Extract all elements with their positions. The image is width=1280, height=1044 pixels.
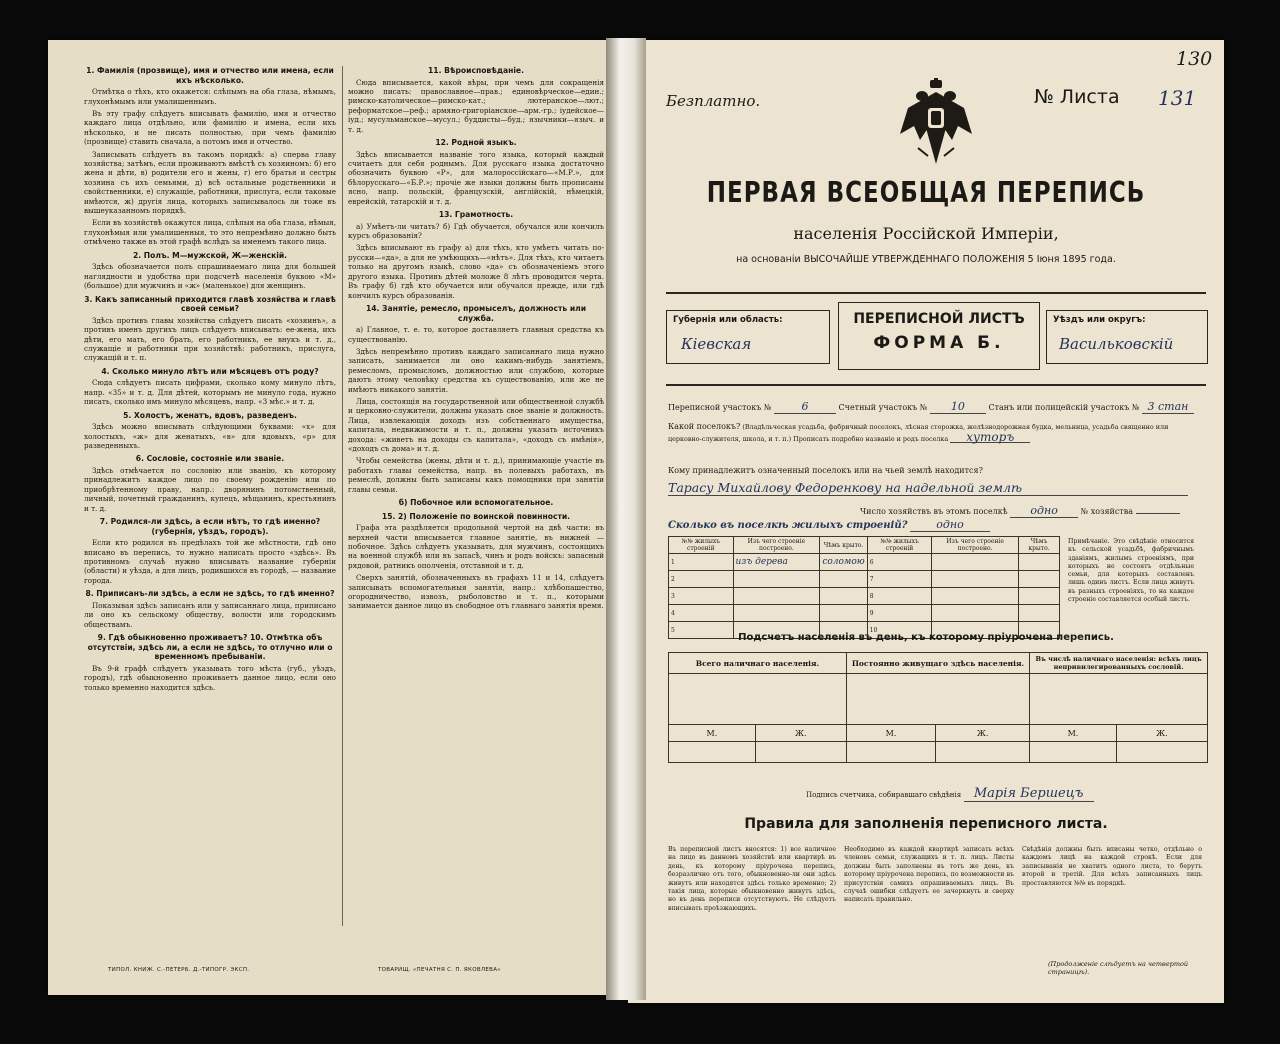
printer-imprint-right: ТОВАРИЩ. «ПЕЧАТНЯ С. П. ЯКОВЛЕВА» (378, 967, 501, 973)
gubernia-value: Кіевская (681, 335, 752, 353)
buildings-value: одно (910, 518, 990, 532)
settlement-type-label: Какой поселокъ? (668, 422, 741, 431)
buildings-table-cell: 1 (669, 554, 734, 571)
sheet-number-label: № Листа (1034, 86, 1120, 108)
population-count-title: Подсчетъ населенія въ день, къ которому пріурочена перепись. (738, 632, 1114, 643)
settlement-type-value: хуторъ (950, 432, 1030, 443)
buildings-table-cell (733, 571, 820, 588)
census-title: ПЕРВАЯ ВСЕОБЩАЯ ПЕРЕПИСЬ (706, 176, 1146, 210)
owner-question: Кому принадлежитъ означенный поселокъ или на чьей землѣ находится? (668, 466, 983, 475)
count-district-value: 10 (930, 400, 986, 414)
owner-value: Тарасу Михайлову Федоренкову на надельной землѣ (668, 480, 1188, 496)
uezd-value: Васильковскій (1059, 335, 1174, 353)
instruction-heading: 13. Грамотность. (438, 210, 514, 220)
buildings-table-cell: 4 (669, 605, 734, 622)
instruction-paragraph: Если въ хозяйствѣ окажутся лица, слѣпыя на оба глаза, нѣмыя, глухонѣмыя или умалишенныя, то это непремѣнно должно быть отмѣчено также въ этой графѣ вслѣдъ за именемъ такого лица. (84, 218, 336, 247)
count-district-label: Счетный участокъ № (838, 403, 928, 412)
instruction-paragraph: Здѣсь вписывают въ графу а) для тѣхъ, кто умѣетъ читать по-русски—«да», а для не умѣющихъ—«нѣтъ». Для тѣхъ, кто читаетъ только на другомъ языкѣ, слово «да» съ обозначеніемъ этого другого языка. Противъ дѣтей моложе 8 лѣтъ проводится черта. Въ графу б) гдѣ кто обучается или обучался прежде, или гдѣ кончилъ курсъ образованія. (348, 243, 604, 300)
buildings-table-header-cell: Изъ чего строеніе построено. (932, 537, 1019, 554)
continued-note: (Продолженіе слѣдуетъ на четвертой страницѣ). (1048, 960, 1189, 976)
buildings-line (668, 518, 990, 532)
sheet-number-value: 131 (1158, 86, 1197, 110)
buildings-table-cell (1019, 554, 1060, 571)
rules-column-2: Необходимо въ каждой квартирѣ записать всѣхъ членовъ семьи, служащихъ и т. п. лицъ. Листы должны быть заполнены въ тотъ же день, къ которому пріурочена перепись, по возможности въ присутствіи самихъ опрашиваемыхъ лицъ. Въ случаѣ ошибки слѣдуетъ ее зачеркнуть и сверху написать правильно. (844, 846, 1014, 904)
uezd-box (1046, 310, 1208, 364)
census-subtitle: населенія Россійской Имперіи, (793, 224, 1059, 243)
buildings-table-cell (932, 588, 1019, 605)
instruction-paragraph: Въ 9-й графѣ слѣдуетъ указывать того мѣста (губ., уѣздъ, городъ), гдѣ обыкновенно проживаетъ данное лицо, если оно только временно находится здѣсь. (84, 663, 336, 692)
instruction-paragraph: Здѣсь обозначается полъ спрашиваемаго лица для большей наглядности и удобства при подсчетѣ населенія буквою «М» (большое) для мужчинъ и «ж» (маленькое) для женщинъ. (84, 262, 336, 291)
archive-number: 130 (1176, 48, 1213, 70)
buildings-table-cell: соломою (820, 554, 867, 571)
count-total-header: Всего наличнаго населенія. (669, 653, 847, 674)
instructions-column-2 (348, 62, 604, 614)
rules-title: Правила для заполненія переписного листа. (744, 816, 1108, 832)
table-row (669, 554, 1060, 571)
buildings-table-header-cell: Изъ чего строеніе построено. (733, 537, 820, 554)
count-np-male-label: М. (1030, 725, 1117, 742)
buildings-table-cell (820, 588, 867, 605)
census-basis-line: на основаніи ВЫСОЧАЙШЕ УТВЕРЖДЕННАГО ПОЛОЖЕНІЯ 5 Іюня 1895 года. (736, 254, 1116, 265)
households-label: Число хозяйствъ въ этомъ поселкѣ (860, 507, 1008, 516)
buildings-table-cell (733, 588, 820, 605)
instruction-paragraph: Сюда вписывается, какой вѣры, при чемъ для сокращенія можно писать: православное—прав.; единовѣрческое—един.; римско-католическое—римско-кат.; лютеранское—лют.; реформатское—реф.; армяно-григоріанское—арм.-гр.; іудейское—іуд.; мусульманское—мусул.; буддисты—буд.; язычники—языч. и т. д. (348, 77, 604, 134)
uezd-label: Уѣздъ или округъ: (1053, 315, 1146, 325)
count-resident-header: Постоянно живущаго здѣсь населенія. (846, 653, 1029, 674)
instruction-heading: 15. 2) Положеніе по воинской повинности. (381, 511, 571, 521)
instruction-heading: 11. Вѣроисповѣданіе. (428, 66, 524, 75)
count-total-female-label: Ж. (755, 725, 846, 742)
header-boxes (666, 302, 1206, 378)
instruction-paragraph: Сверхъ занятій, обозначенныхъ въ графахъ 11 и 14, слѣдуетъ записывать вспомогательныя занятія, напр.: хлѣбопашество, огородничество, извозъ, рыболовство и т. п., которыми занимается данное лицо въ свободное отъ главнаго занятія время. (348, 573, 604, 611)
count-np-female-label: Ж. (1116, 725, 1207, 742)
table-row (669, 588, 1060, 605)
instruction-heading: 7. Родился-ли здѣсь, а если нѣтъ, то гдѣ именно? (губернія, уѣздъ, городъ). (99, 516, 321, 536)
instruction-paragraph: Отмѣтка о тѣхъ, кто окажется: слѣпымъ на оба глаза, нѣмымъ, глухонѣмымъ или умалишеннымъ. (84, 87, 336, 106)
instructions-column-1 (84, 62, 336, 695)
buildings-table-header-cell: №№ жилыхъ строеній (669, 537, 734, 554)
household-number-label: № хозяйства (1080, 507, 1134, 516)
buildings-table-cell (820, 605, 867, 622)
instruction-heading: 8. Приписанъ-ли здѣсь, а если не здѣсь, то гдѣ именно? (85, 589, 335, 599)
book-spine (606, 38, 646, 1000)
form-title: ПЕРЕПИСНОЙ ЛИСТЪ (853, 311, 1025, 327)
buildings-table-cell: 5 (669, 622, 734, 639)
count-resident-male-label: М. (846, 725, 935, 742)
instruction-paragraph: Здѣсь вписывается названіе того языка, который каждый считаетъ для себя роднымъ. Для русскаго языка достаточно обозначить буквою «Р», для малороссійскаго—«М.Р.», для бѣлорусскаго—«Б.Р.»; прочіе же языки должны быть прописаны ясно, напр. польскій, французскій, англійскій, нѣмецкій, еврейскій, татарскій и т. д. (348, 149, 604, 206)
rules-column-3: Свѣдѣнія должны быть вписаны четко, отдѣльно о каждомъ лицѣ на каждой строкѣ. Если для записыванія не хватитъ одного листа, то берутъ второй и третій. Для всѣхъ записанныхъ лицъ проставляются №№ въ порядкѣ. (1022, 846, 1202, 887)
buildings-table-cell: изъ дерева (733, 554, 820, 571)
instruction-heading: 5. Холостъ, женатъ, вдовъ, разведенъ. (123, 410, 297, 420)
instruction-heading: 1. Фамилія (прозвище), имя и отчество или имена, если ихъ нѣсколько. (86, 66, 334, 85)
instruction-paragraph: Записывать слѣдуетъ въ такомъ порядкѣ: а) сперва главу хозяйства; затѣмъ, если проживаютъ вмѣстѣ съ хозяиномъ: б) его жена и дѣти, в) родители его и жены, г) его братья и сестры хозяина съ ихъ семьями, д) всѣ остальные родственники и свойственники, е) служащіе, работники, прислуга, если таковые имѣются, ж) другія лица, которыхъ записывалось ли тоже въ вышеуказанномъ порядкѣ. (84, 149, 336, 216)
buildings-table-cell: 6 (867, 554, 932, 571)
buildings-table-body (669, 554, 1060, 639)
gubernia-label: Губернія или область: (673, 315, 783, 325)
buildings-table-cell (1019, 588, 1060, 605)
rules-column-1: Въ переписной листъ вносятся: 1) все наличное на лицо въ данномъ хозяйствѣ или квартирѣ въ день, къ которому пріурочена перепись, безразлично отъ того, обыкновенно-ли они здѣсь живутъ или находятся здѣсь только временно; 2) такія лица, которые обыкновенно живутъ здѣсь, но въ день переписи отсутствуютъ. Не слѣдуетъ вписывать проѣзжающихъ. (668, 846, 836, 912)
instruction-paragraph: Здѣсь отмѣчается по сословію или званію, къ которому принадлежитъ каждое лицо по своему рожденію или по приобрѣтенному праву, напр.: дворянинъ потомственный, личный, почетный гражданинъ, купецъ, мѣщанинъ, крестьянинъ и т. д. (84, 465, 336, 513)
instruction-paragraph: Графа эта раздѣляется продольной чертой на двѣ части: въ верхней части вписывается главное занятіе, въ нижней — побочное. Здѣсь слѣдуетъ указывать, для мужчинъ, состоящихъ на военной службѣ или въ запасѣ, чинъ и родъ войскъ: запасный рядовой, ратникъ ополченія, отставной и т. д. (348, 523, 604, 570)
column-divider (342, 66, 343, 926)
form-title-box (838, 302, 1040, 370)
instruction-paragraph: Лица, состоящія на государственной или общественной службѣ и церковно-служители, должны указать свое званіе и должность. Лица, извлекающія доходъ изъ собственнаго имущества, капитала, недвижимости и т. п., должны указать источникъ дохода: «живетъ на доходы съ капитала», «доходъ съ имѣнія», «доходъ съ дома» и т. д. (348, 396, 604, 453)
buildings-note: Примѣчаніе. Это свѣдѣніе относится къ сельской усадьбѣ, фабричнымъ зданіямъ, жилымъ строеніямъ, при которыхъ не состоятъ отдѣльные семьи, для которыхъ составленъ лишь одинъ листъ. Если лица живутъ въ разныхъ строеніяхъ, то на каждое строеніе составляется особый листъ. (1068, 538, 1194, 604)
district-line (668, 400, 1194, 414)
buildings-label: Сколько въ поселкѣ жилыхъ строеній? (668, 520, 908, 531)
instruction-paragraph: Показывая здѣсь записанъ или у записаннаго лица, приписано ли оно къ сельскому обществу, волости или городскимъ обществамъ. (84, 600, 336, 629)
left-page (48, 40, 614, 995)
instruction-paragraph: Въ эту графу слѣдуетъ вписывать фамилію, имя и отчество каждаго лица отдѣльно, или фамилію и имена, если ихъ нѣсколько, и не писать полностью, при чемъ фамилію (прозвище) ставить сначала, а потомъ имя и отчество. (84, 109, 336, 147)
buildings-table-cell: 2 (669, 571, 734, 588)
count-resident-female-label: Ж. (936, 725, 1030, 742)
instruction-heading: 9. Гдѣ обыкновенно проживаетъ? 10. Отмѣтка объ отсутствіи, здѣсь ли, а если не здѣсь, то отлучно или о временномъ пребываніи. (87, 633, 333, 662)
instruction-paragraph: Чтобы семейства (жены, дѣти и т. д.), принимающіе участіе въ работахъ главы семейства, напр. въ полевыхъ работахъ, въ ремеслѣ, должны быть записаны какъ помощники при занятіи главы семьи. (348, 456, 604, 494)
police-district-value: 3 стан (1142, 400, 1194, 414)
buildings-table-header-cell: Чѣмъ крыто. (820, 537, 867, 554)
signature-label: Подпись счетчика, собиравшаго свѣдѣнія (806, 791, 962, 799)
instruction-paragraph: Здѣсь непремѣнно противъ каждаго записаннаго лица нужно записать, занимается ли оно какимъ-нибудь занятіемъ, ремесломъ, промысломъ, должностью или службою, которые даютъ этому человѣку средства къ существованію, или же не имѣютъ никакого занятія. (348, 346, 604, 394)
buildings-table-cell: 9 (867, 605, 932, 622)
buildings-table-header-cell: Чѣмъ крыто. (1019, 537, 1060, 554)
instruction-heading: 3. Какъ записанный приходится главѣ хозяйства и главѣ своей семьи? (84, 294, 336, 314)
table-row (669, 605, 1060, 622)
count-total-male-label: М. (669, 725, 756, 742)
right-page (628, 40, 1224, 1003)
instruction-paragraph: Здѣсь противъ главы хозяйства слѣдуетъ писать «хозяинъ», а противъ именъ другихъ лицъ слѣдуетъ вписывать: ее-жена, ихъ дѣти, его мать, его брать, его работникъ, ее внукъ и т. д., служащіе и работники при хозяйствѣ: работникъ, прислуга, служащій и т. п. (84, 315, 336, 363)
buildings-table-cell (1019, 605, 1060, 622)
census-district-label: Переписной участокъ № (668, 403, 772, 412)
instruction-paragraph: Здѣсь можно вписывать слѣдующими буквами: «х» для холостыхъ, «ж» для женатыхъ, «в» для вдовыхъ, «р» для разведенныхъ. (84, 422, 336, 450)
instruction-paragraph: Если кто родился въ предѣлахъ той же мѣстности, гдѣ оно вписано въ перепись, то нужно написать просто «здѣсь». Въ противномъ случаѣ нужно вписывать название губерніи (области) и уѣзда, а для лицъ, родившихся въ городѣ, — название города. (84, 538, 336, 585)
form-subtitle: ФОРМА Б. (873, 333, 1005, 353)
buildings-table-cell (932, 554, 1019, 571)
free-label: Безплатно. (666, 92, 761, 110)
buildings-table-header-cell: №№ жилыхъ строеній (867, 537, 932, 554)
signature-line (806, 786, 1094, 802)
gubernia-box (666, 310, 830, 364)
double-headed-eagle-emblem (898, 78, 974, 168)
buildings-table (668, 536, 1060, 639)
households-line (860, 504, 1180, 518)
header-rule (666, 292, 1206, 294)
instruction-paragraph: а) Главное, т. е. то, которое доставляетъ главныя средства къ существованію. (348, 325, 604, 344)
buildings-table-cell: 3 (669, 588, 734, 605)
signature-value: Марія Бершецъ (964, 786, 1094, 802)
printer-imprint-left: ТИПОЛ. КНИЖ. С.-ПЕТЕРБ. Д.-ТИПОГР. ЭКСП. (108, 967, 250, 973)
header-rule-2 (666, 384, 1206, 386)
instruction-heading: 4. Сколько минуло лѣтъ или мѣсяцевъ отъ роду? (101, 366, 319, 376)
population-count-table (668, 652, 1208, 763)
settlement-type-line (668, 422, 1188, 444)
instruction-heading: б) Побочное или вспомогательное. (398, 498, 554, 507)
census-district-value: 6 (774, 400, 836, 414)
settlement-type-hint: (Владѣльческая усадьба, фабричный поселокъ, лѣсная сторожка, желѣзнодорожная будка, мельница, усадьба священно или церковно-служителя, школа, и т. п.) Прописать подробно названіе и родъ поселка (668, 423, 1169, 443)
police-district-label: Станъ или полицейскій участокъ № (988, 403, 1140, 412)
households-value: одно (1010, 504, 1078, 518)
buildings-table-cell (932, 571, 1019, 588)
buildings-table-cell (932, 605, 1019, 622)
buildings-table-cell: 7 (867, 571, 932, 588)
buildings-table-cell (1019, 571, 1060, 588)
instruction-heading: 14. Занятіе, ремесло, промыселъ, должность или служба. (365, 303, 587, 323)
buildings-table-cell: 8 (867, 588, 932, 605)
count-nonprivileged-header: Въ числѣ наличнаго населенія: всѣхъ лицъ непривилегированныхъ сословій. (1030, 653, 1208, 674)
buildings-table-cell (733, 605, 820, 622)
instruction-paragraph: а) Умѣетъ-ли читать? б) Гдѣ обучается, обучался или кончилъ курсъ образованія? (348, 221, 604, 241)
instruction-heading: 6. Сословіе, состояніе или званіе. (135, 454, 285, 464)
table-row (669, 571, 1060, 588)
instruction-heading: 2. Полъ. М—мужской, Ж—женскій. (132, 250, 288, 260)
buildings-table-cell (820, 571, 867, 588)
instruction-paragraph: Сюда слѣдуетъ писать цифрами, сколько кому минуло лѣтъ, напр. «35» и т. д. Для дѣтей, которымъ не минуло года, нужно писать, сколько имъ минуло мѣсяцевъ, напр. «3 мѣс.» и т. д. (84, 378, 336, 407)
instruction-heading: 12. Родной языкъ. (435, 138, 517, 148)
buildings-table-header (669, 537, 1060, 554)
buildings-table-cell: 10 (867, 622, 932, 639)
